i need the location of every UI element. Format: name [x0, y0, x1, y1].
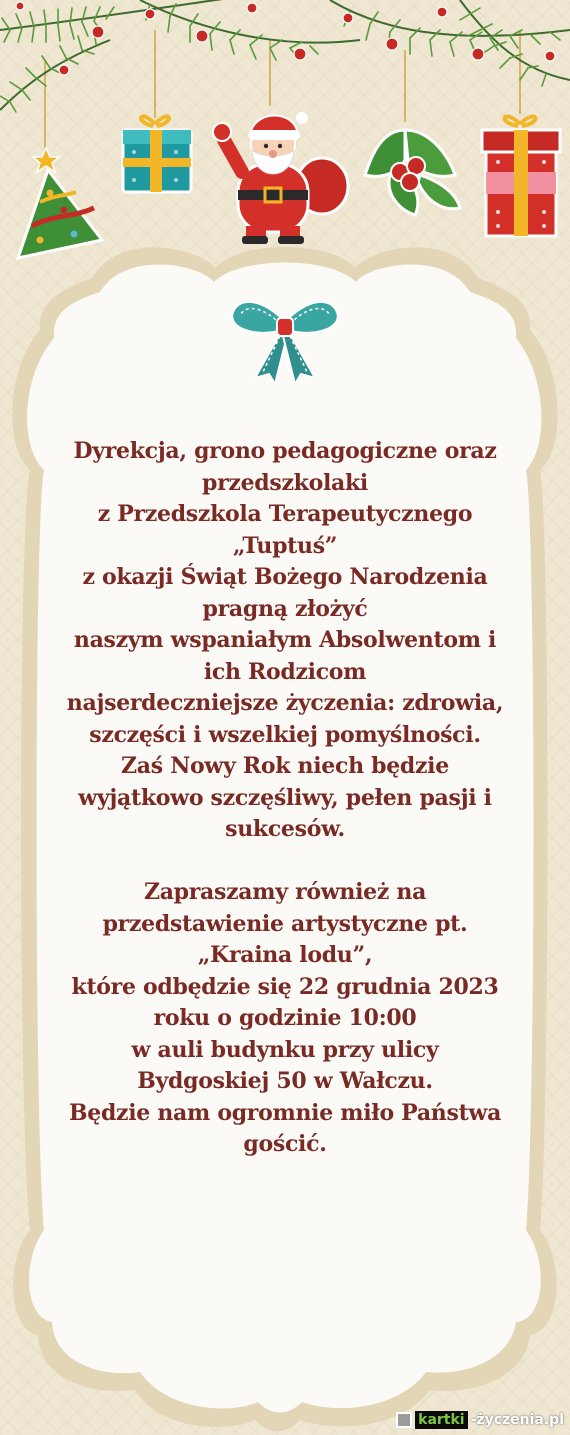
message-line: roku o godzinie 10:00: [153, 1005, 417, 1031]
pencil-icon: [396, 1412, 412, 1428]
gift-ornament-icon: [123, 117, 191, 192]
message-line: które odbędzie się 22 grudnia 2023: [71, 973, 499, 1000]
gift-box-ornament-icon: [482, 117, 560, 236]
watermark-domain: -życzenia.pl: [470, 1412, 564, 1428]
message-line: pragną złożyć: [202, 595, 368, 622]
message-line: przedszkolaki: [202, 469, 368, 496]
ribbon-bow-icon: [225, 290, 345, 385]
watermark-brand: kartki: [415, 1411, 467, 1429]
message-line: najserdeczniejsze życzenia: zdrowia,: [66, 690, 504, 716]
greeting-message: [28, 436, 542, 1161]
message-line: „Kraina lodu”,: [197, 942, 373, 968]
message-line: w auli budynku przy ulicy: [131, 1036, 439, 1063]
pine-branch-icon: [0, 0, 570, 112]
message-line: Zaś Nowy Rok niech będzie: [121, 753, 449, 779]
message-line: sukcesów.: [225, 816, 345, 842]
message-line: z okazji Świąt Bożego Narodzenia: [82, 564, 488, 590]
site-watermark[interactable]: [396, 1409, 564, 1431]
message-line: naszym wspaniałym Absolwentom i: [73, 627, 497, 653]
message-line: wyjątkowo szczęśliwy, pełen pasji i: [78, 784, 492, 811]
message-line: Będzie nam ogromnie miło Państwa: [68, 1099, 502, 1126]
message-blank-line: [28, 846, 542, 878]
message-line: „Tuptuś”: [232, 532, 338, 559]
message-line: przedstawienie artystyczne pt.: [102, 910, 468, 937]
holly-ornament-icon: [365, 130, 460, 215]
message-line: Zapraszamy również na: [143, 879, 427, 905]
message-line: Dyrekcja, grono pedagogiczne oraz: [73, 438, 497, 464]
message-line: Bydgoskiej 50 w Wałczu.: [137, 1068, 433, 1094]
message-line: gościć.: [243, 1131, 327, 1157]
message-line: z Przedszkola Terapeutycznego: [97, 501, 473, 527]
message-line: szczęści i wszelkiej pomyślności.: [89, 721, 481, 748]
message-line: ich Rodzicom: [203, 658, 367, 685]
